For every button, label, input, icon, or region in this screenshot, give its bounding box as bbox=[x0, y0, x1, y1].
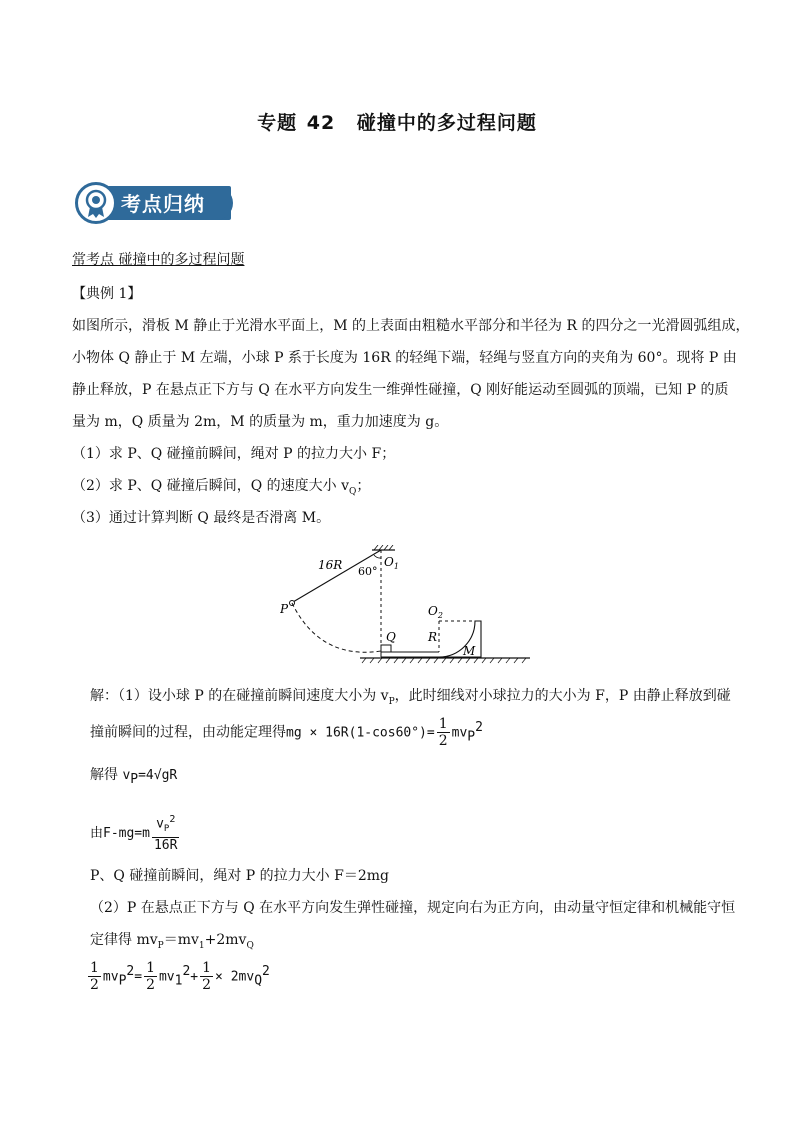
solution-line-8: $\frac{1}{2}$ $mv_P^2=$ $\frac{1}{2}$ $mv_1^2+$ $\frac{1}{2}$ × $2mv_Q^2$ bbox=[90, 960, 270, 993]
solution-line-1: 解：（1）设小球 P 的在碰撞前瞬间速度大小为 $v_P$，此时细线对小球拉力的大小为 F，P 由静止释放到碰 bbox=[90, 688, 731, 707]
label-O2: $O_2$ bbox=[428, 604, 443, 620]
label-angle: 60° bbox=[358, 565, 378, 578]
label-O1: $O_1$ bbox=[384, 555, 399, 571]
label-R: R bbox=[428, 630, 438, 644]
solution-line-4: 由F-mg=m $\frac{v_P^2}{16R}$ bbox=[90, 814, 178, 853]
question-2: （2）求 P、Q 碰撞后瞬间，Q 的速度大小 $v_Q$； bbox=[72, 478, 371, 497]
problem-line-1: 如图所示，滑板 M 静止于光滑水平面上，M 的上表面由粗糙水平部分和半径为 R 的四分之一光滑圆弧组成， bbox=[72, 318, 750, 334]
section-banner bbox=[75, 182, 231, 224]
question-3: （3）通过计算判断 Q 最终是否滑离 M。 bbox=[72, 510, 331, 526]
example-label: 【典例 1】 bbox=[72, 286, 142, 302]
banner-label: 考点归纳 bbox=[121, 192, 205, 216]
solution-line-3: 解得 $v_P=4√gR$ bbox=[90, 767, 178, 787]
solution-line-7: 定律得 $mv_P=mv_1+2mv_Q$ bbox=[90, 932, 254, 951]
solution-line-6: （2）P 在悬点正下方与 Q 在水平方向发生弹性碰撞，规定向右为正方向，由动量守恒定律和机械能守恒 bbox=[90, 900, 736, 916]
problem-line-3: 静止释放，P 在悬点正下方与 Q 在水平方向发生一维弹性碰撞，Q 刚好能运动至圆弧的顶端，已知 P 的质 bbox=[72, 382, 729, 398]
question-1: （1）求 P、Q 碰撞前瞬间，绳对 P 的拉力大小 F； bbox=[72, 446, 396, 462]
award-icon bbox=[75, 182, 117, 224]
label-M: M bbox=[463, 644, 476, 658]
label-Q: Q bbox=[386, 630, 396, 644]
page-title: 专题 42 碰撞中的多过程问题 bbox=[257, 112, 537, 134]
label-16R: 16R bbox=[318, 558, 343, 572]
label-P: P bbox=[280, 602, 289, 616]
section-heading: 常考点 碰撞中的多过程问题 bbox=[72, 252, 245, 268]
solution-line-2: 撞前瞬间的过程，由动能定理得mg × 16R(1-cos60°)= $\frac{1}{2}$ $mv_P^2$ bbox=[90, 716, 483, 749]
problem-line-4: 量为 m，Q 质量为 2m，M 的质量为 m，重力加速度为 g。 bbox=[72, 414, 449, 430]
problem-line-2: 小物体 Q 静止于 M 左端，小球 P 系于长度为 16R 的轻绳下端，轻绳与竖直方向的夹角为 60°。现将 P 由 bbox=[72, 350, 737, 366]
physics-diagram bbox=[280, 545, 540, 679]
solution-line-5: P、Q 碰撞前瞬间，绳对 P 的拉力大小 F＝2mg bbox=[90, 868, 389, 884]
